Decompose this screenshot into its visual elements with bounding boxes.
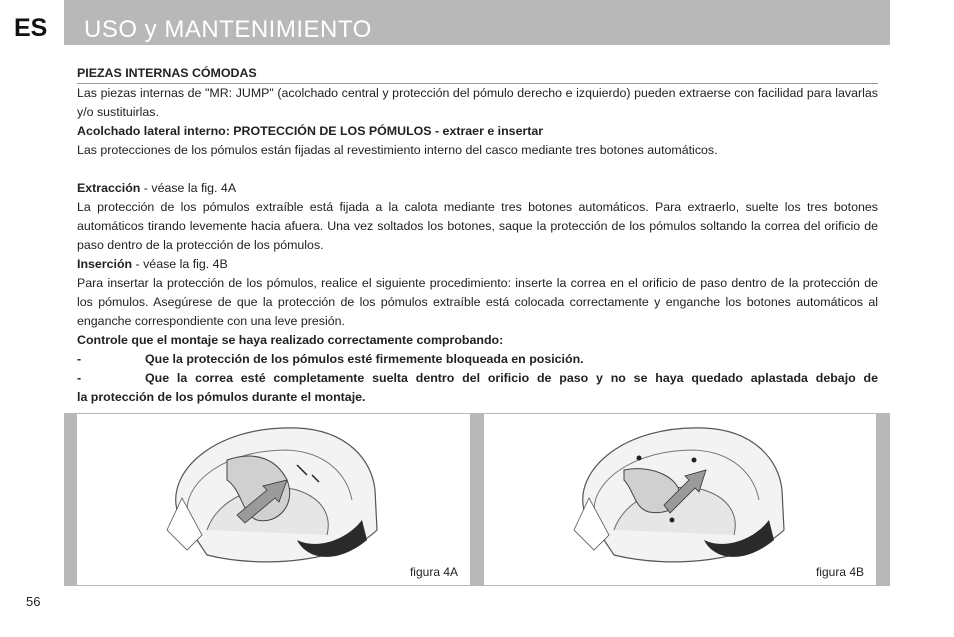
check-dash: - (77, 352, 82, 366)
insertion-ref: - véase la fig. 4B (132, 257, 228, 271)
check-text: Que la protección de los pómulos esté firmemente bloqueada en posición. (145, 352, 584, 366)
figure-4b-caption: figura 4B (815, 565, 864, 579)
extraction-line (77, 179, 878, 198)
insertion-label: Inserción (77, 257, 133, 271)
sub-paragraph: Las protecciones de los pómulos están fijadas al revestimiento interno del casco mediante tres botones automáticos. (77, 143, 718, 157)
check-dash: - (77, 371, 82, 385)
check-text: Que la correa esté completamente suelta dentro del orificio de paso y no se haya quedado aplastada debajo de (145, 371, 878, 385)
figure-4a (77, 414, 470, 585)
language-code: ES (14, 14, 48, 42)
page-number: 56 (26, 594, 41, 609)
figure-4a-caption: figura 4A (409, 565, 458, 579)
helmet-illustration-4b (554, 420, 804, 570)
check-item (77, 350, 878, 369)
content (77, 64, 878, 407)
helmet-illustration-4a (147, 420, 397, 570)
insertion-paragraph: Para insertar la protección de los pómulos, realice el siguiente procedimiento: inserte la correa en el orificio de paso dentro de la protección de los pómulos. Asegúrese de que la protección de los pómulos extraíble está colocada correctamente y enganche los botones automáticos al enganche correspondiente con una leve presión. (77, 276, 878, 328)
check-item (77, 369, 878, 388)
page-title: USO y MANTENIMIENTO (84, 16, 372, 43)
figure-4b (484, 414, 876, 585)
section-heading: PIEZAS INTERNAS CÓMODAS (77, 64, 878, 84)
extraction-paragraph: La protección de los pómulos extraíble está fijada a la calota mediante tres botones automáticos. Para extraerlo, suelte los tres botones automáticos tirando levemente hacia afuera. Una vez soltados los botones, saque la protección de los pómulos soltando la correa del orificio de paso dentro de la protección de los pómulos. (77, 200, 878, 252)
figures-band (64, 413, 890, 586)
insertion-line (77, 255, 878, 274)
extraction-label: Extracción (77, 181, 141, 195)
intro-paragraph: Las piezas internas de "MR: JUMP" (acolchado central y protección del pómulo derecho e izquierdo) pueden extraerse con facilidad para lavarlas y/o sustituirlas. (77, 86, 878, 119)
extraction-ref: - véase la fig. 4A (140, 181, 237, 195)
sub-heading: Acolchado lateral interno: PROTECCIÓN DE LOS PÓMULOS - extraer e insertar (77, 124, 544, 138)
check-text-continued: la protección de los pómulos durante el montaje. (77, 390, 366, 404)
check-heading: Controle que el montaje se haya realizado correctamente comprobando: (77, 333, 504, 347)
